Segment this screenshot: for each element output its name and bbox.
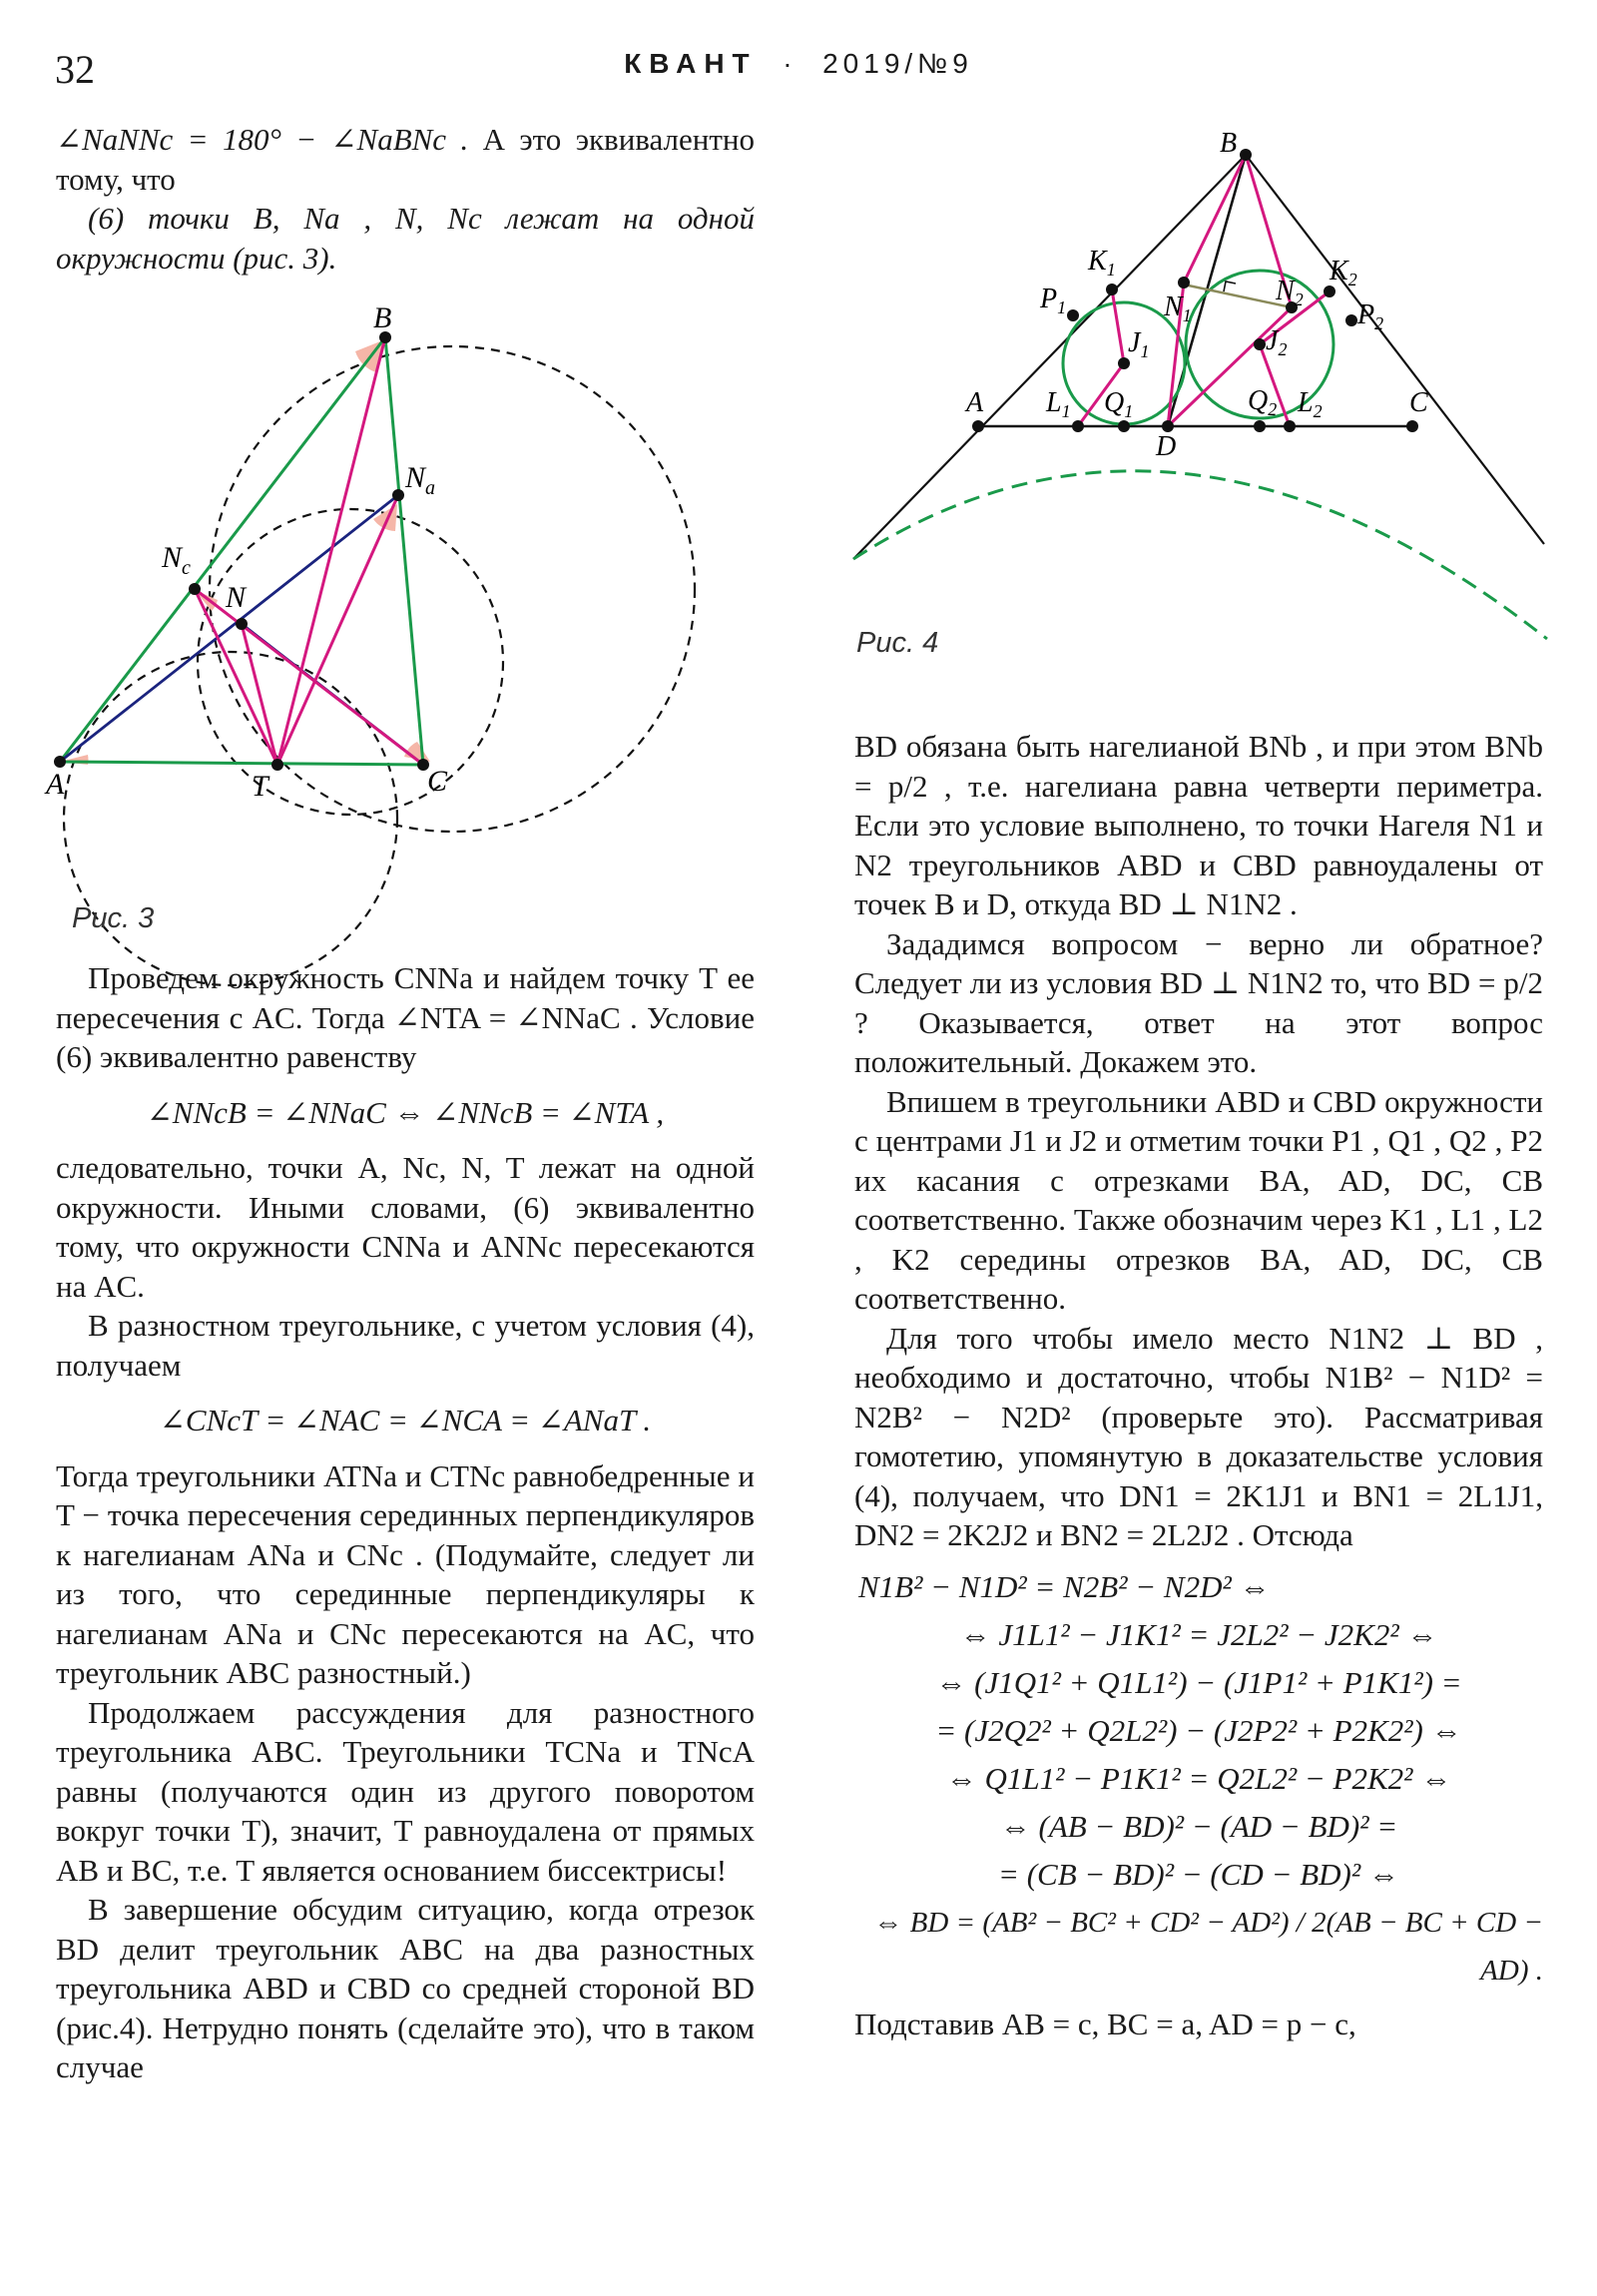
line-BC-extended [1246, 155, 1544, 544]
label-Q1: $Q_1$ [1104, 387, 1134, 421]
equation-line: ⇔ BD = (AB² − BC² + CD² − AD²) / 2(AB − BC + CD − AD) . [873, 1906, 1543, 1987]
label-Na: $N_a$ [405, 461, 436, 499]
paragraph: Продолжаем рассуждения для разностного треугольника ABC. Треугольники TCNa и TNcA равны (получаются один из другого поворотом вокруг точки T), значит, T равноудалена от прямых AB и BC, т.е. T является основанием биссектрисы! [56, 1694, 755, 1888]
left-column-bottom [56, 958, 755, 2087]
equation-chain [854, 1563, 1543, 1995]
paragraph: В разностном треугольнике, с учетом условия (4), получаем [56, 1308, 755, 1383]
circle-BNaNNc [210, 346, 695, 832]
label-P2: $P_2$ [1357, 299, 1384, 333]
magazine-title: КВАНТ [624, 48, 758, 79]
label-Nc: $N_c$ [162, 541, 191, 579]
label-Q2: $Q_2$ [1248, 385, 1278, 419]
figure-3-caption: Рис. 3 [72, 902, 155, 934]
paragraph: BD обязана быть нагелианой BNb , и при этом BNb = p/2 , т.е. нагелиана равна четверти периметра. Если это условие выполнено, то точки Нагеля N1 и N2 треугольников ABD и CBD равноудалены от точек B и D, откуда BD ⊥ N1N2 . [854, 729, 1543, 921]
label-C: C [1409, 387, 1428, 418]
paragraph [56, 120, 755, 199]
label-K2: $K_2$ [1330, 256, 1357, 289]
label-J2: $J_2$ [1266, 325, 1288, 359]
label-A: A [966, 387, 984, 418]
equation-line: = (CB − BD)² − (CD − BD)² ⇔ [998, 1856, 1399, 1892]
label-J1: $J_1$ [1128, 327, 1150, 361]
equation-line: N1B² − N1D² = N2B² − N2D² ⇔ [858, 1568, 1271, 1604]
segment-TNa [277, 495, 398, 765]
equation-line: = (J2Q2² + Q2L2²) − (J2P2² + P2K2²) ⇔ [935, 1712, 1462, 1748]
equation-line: ⇔ (AB − BD)² − (AD − BD)² = [999, 1808, 1398, 1844]
excircle-arc [853, 471, 1547, 639]
paragraph: следовательно, точки A, Nc, N, T лежат на одной окружности. Иными словами, (6) эквивалентно тому, что окружности CNNa и ANNc пересекаются на AC. [56, 1150, 755, 1304]
paragraph: Впишем в треугольники ABD и CBD окружности с центрами J1 и J2 и отметим точки P1 , Q1 , Q2 , P2 их касания с отрезками BA, AD, DC, CB соответственно. Также обозначим через K1 , L1 , L2 , K2 середины отрезков BA, AD, DC, CB соответственно. [854, 1083, 1543, 1316]
figure-4 [848, 120, 1547, 659]
right-angle-mark [1224, 282, 1236, 291]
label-L2: $L_2$ [1298, 387, 1323, 421]
right-column [854, 727, 1543, 2043]
issue-number: 2019/№9 [822, 48, 973, 79]
segment-TNc [195, 589, 277, 765]
running-header [0, 48, 1597, 80]
paragraph: Тогда треугольники ATNa и CTNc равнобедренные и T − точка пересечения серединных перпендикуляров к нагелианам ANa и CNc . (Подумайте, следует ли из того, что серединные перпендикуляры к нагелианам ANa и CNc пересекаются на AC, что треугольник ABC разностный.) [56, 1457, 755, 1690]
circle-CNNa [198, 509, 503, 815]
equation-line: ⇔ (J1Q1² + Q1L1²) − (J1P1² + P1K1²) = [935, 1664, 1462, 1700]
equation-line: ⇔ Q1L1² − P1K1² = Q2L2² − P2K2² ⇔ [945, 1760, 1452, 1796]
figure-3 [46, 289, 755, 948]
fig4-labels [964, 128, 1428, 462]
label-N1: $N_1$ [1164, 291, 1192, 325]
nagelian-ANa [60, 495, 398, 762]
label-L1: $L_1$ [1046, 387, 1071, 421]
statement-6: (6) точки B, Na , N, Nc лежат на одной окружности (рис. 3). [56, 201, 755, 276]
paragraph: Подставив AB = c, BC = a, AD = p − c, [854, 2006, 1356, 2041]
figure-4-caption: Рис. 4 [856, 627, 939, 659]
math-inline: ∠NaNNc = 180° − ∠NaBNc . [56, 122, 469, 157]
paragraph: Зададимся вопросом − верно ли обратное? Следует ли из условия BD ⊥ N1N2 то, что BD = p/2 ? Оказывается, ответ на этот вопрос положительный. Докажем это. [854, 925, 1543, 1079]
label-C: C [427, 765, 448, 798]
label-T: T [252, 770, 268, 803]
label-B: B [1220, 128, 1238, 159]
paragraph: Для того чтобы имело место N1N2 ⊥ BD , необходимо и достаточно, чтобы N1B² − N1D² = N2B² − N2D² (проверьте это). Рассматривая гомотетию, упомянутую в доказательстве условия (4), получаем, что DN1 = 2K1J1 и BN1 = 2L1J1, DN2 = 2K2J2 и BN2 = 2L2J2 . Отсюда [854, 1320, 1543, 1552]
page-number: 32 [55, 47, 95, 92]
equation-line: ⇔ J1L1² − J1K1² = J2L2² − J2K2² ⇔ [959, 1616, 1438, 1652]
equation-1: ∠NNcB = ∠NNaC ⇔ ∠NNcB = ∠NTA , [146, 1094, 665, 1130]
header-separator: · [783, 48, 798, 79]
segment-TN [242, 624, 277, 765]
label-D: D [1156, 431, 1177, 462]
label-N2: $N_2$ [1276, 276, 1304, 309]
text: А это эквивалентно тому, что [56, 122, 756, 197]
label-K1: $K_1$ [1088, 246, 1116, 280]
paragraph: Проведем окружность CNNa и найдем точку T ее пересечения с AC. Тогда ∠NTA = ∠NNaC . Условие (6) эквивалентно равенству [56, 960, 755, 1074]
equation-2: ∠CNcT = ∠NAC = ∠NCA = ∠ANaT . [159, 1403, 652, 1437]
paragraph: В завершение обсудим ситуацию, когда отрезок BD делит треугольник ABC на два разностных треугольника ABD и CBD со средней стороной BD (рис.4). Нетрудно понять (сделайте это), что в таком случае [56, 1892, 755, 2084]
left-column-top [56, 120, 755, 278]
nagelian-CNc [195, 589, 423, 765]
label-N: N [226, 581, 247, 614]
label-A: A [46, 768, 65, 801]
segment-TB [277, 337, 385, 765]
label-P1: $P_1$ [1040, 284, 1067, 317]
label-B: B [373, 301, 392, 334]
